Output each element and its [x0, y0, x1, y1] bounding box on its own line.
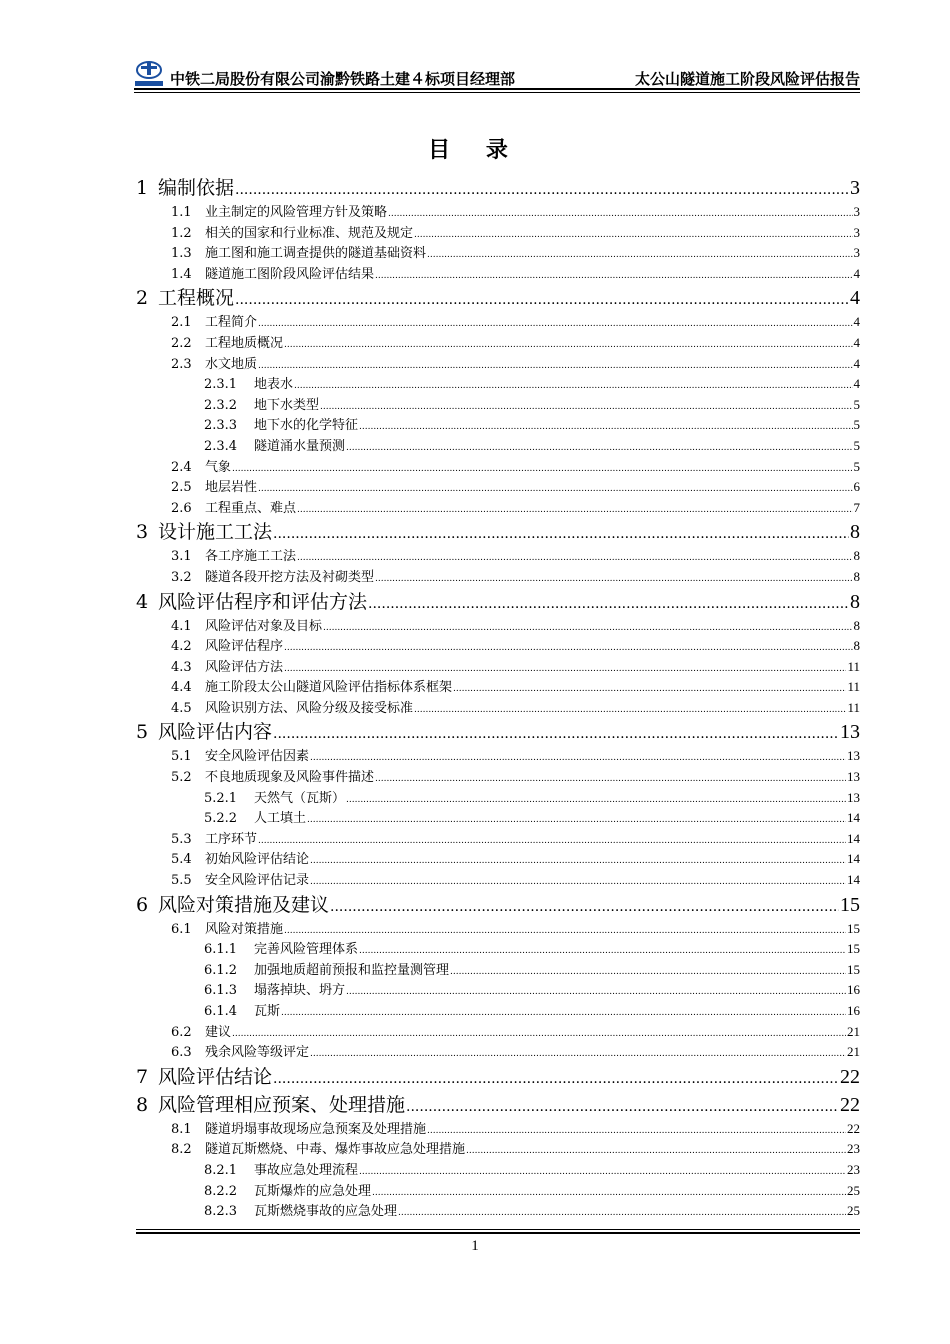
toc-entry[interactable] [171, 1021, 860, 1042]
toc-entry-number: 2.3.2 [204, 397, 238, 413]
toc-entry[interactable] [171, 1041, 860, 1062]
toc-entry-title: 风险评估对象及目标 [205, 618, 323, 634]
toc-entry-number: 5.4 [171, 852, 192, 868]
toc-entry-number: 2.1 [171, 315, 192, 331]
toc-entry[interactable] [171, 635, 860, 656]
toc-entry-number: 3.1 [171, 549, 192, 565]
toc-entry[interactable] [171, 566, 860, 587]
toc-entry[interactable] [204, 414, 860, 435]
page-header [134, 60, 860, 90]
toc-entry-number: 1.3 [171, 246, 192, 262]
toc-entry-number: 5 [136, 721, 149, 744]
toc-entry-page: 11 [847, 658, 860, 674]
toc-entry-page: 5 [853, 458, 860, 474]
toc-entry-title: 风险评估程序和评估方法 [158, 590, 368, 613]
toc-entry-number: 3 [136, 521, 149, 544]
toc-leader-dots [398, 1208, 846, 1218]
toc-entry-page: 16 [847, 982, 860, 998]
toc-entry-number: 4.3 [171, 659, 192, 675]
footer-divider-thin [136, 1229, 860, 1230]
toc-entry-title: 风险对策措施 [205, 921, 284, 937]
toc-entry-page: 16 [847, 1003, 860, 1018]
toc-entry-title: 编制依据 [158, 177, 235, 199]
toc-leader-dots [427, 250, 852, 260]
toc-entry-title: 塌落掉块、坍方 [254, 983, 346, 999]
toc-leader-dots [310, 856, 846, 866]
toc-leader-dots [406, 1099, 839, 1115]
toc-leader-dots [235, 292, 849, 308]
toc-entry-title: 风险评估程序 [205, 639, 284, 655]
toc-entry-title: 水文地质 [205, 356, 258, 372]
toc-entry-number: 5.5 [171, 873, 192, 889]
toc-entry[interactable] [204, 394, 860, 415]
toc-entry-title: 隧道各段开挖方法及衬砌类型 [205, 569, 375, 585]
toc-entry-number: 6 [136, 893, 149, 916]
toc-leader-dots [359, 422, 852, 432]
toc-leader-dots [346, 987, 846, 997]
toc-entry-number: 6.1.1 [204, 942, 238, 958]
page-number: 1 [471, 1238, 479, 1254]
toc-entry-title: 设计施工工法 [158, 521, 273, 544]
toc-leader-dots [284, 926, 846, 936]
toc-entry[interactable] [171, 201, 860, 222]
toc-leader-dots [281, 1008, 846, 1018]
toc-leader-dots [359, 1167, 846, 1177]
toc-entry[interactable] [171, 848, 860, 869]
toc-leader-dots [310, 753, 846, 763]
toc-entry-number: 4 [136, 590, 149, 613]
toc-entry-page: 13 [847, 769, 860, 785]
toc-entry-page: 13 [847, 748, 860, 764]
toc-entry[interactable] [204, 435, 860, 456]
toc-entry-number: 6.3 [171, 1045, 192, 1061]
toc-entry[interactable] [171, 918, 860, 939]
toc-entry-title: 工程概况 [158, 287, 235, 310]
toc-leader-dots [284, 664, 846, 674]
toc-entry-number: 1.1 [171, 205, 192, 220]
toc-entry-number: 2.3.1 [204, 377, 238, 393]
toc-entry-title: 隧道施工图阶段风险评估结果 [205, 266, 375, 282]
toc-entry-title: 天然气（瓦斯） [254, 790, 346, 806]
toc-entry-title: 风险评估方法 [205, 659, 284, 675]
toc-leader-dots [258, 319, 852, 329]
toc-entry[interactable] [136, 587, 860, 615]
toc-leader-dots [466, 1146, 846, 1156]
toc-leader-dots [284, 340, 852, 350]
toc-entry[interactable] [171, 263, 860, 284]
header-report-title: 太公山隧道施工阶段风险评估报告 [634, 70, 860, 88]
toc-leader-dots [372, 1188, 846, 1198]
toc-entry-number: 8.2.2 [204, 1183, 238, 1199]
toc-entry-page: 8 [853, 568, 860, 584]
toc-entry-title: 完善风险管理体系 [254, 942, 359, 958]
toc-entry[interactable] [204, 938, 860, 959]
toc-entry-title: 风险评估结论 [158, 1065, 273, 1088]
toc-entry-page: 22 [840, 1093, 860, 1116]
toc-entry-page: 7 [853, 499, 860, 515]
toc-entry-title: 瓦斯爆炸的应急处理 [254, 1183, 372, 1199]
toc-entry-page: 8 [853, 617, 860, 633]
toc-leader-dots [310, 1049, 846, 1059]
toc-entry-page: 4 [850, 287, 860, 310]
toc-entry-number: 8.2.1 [204, 1162, 238, 1178]
toc-leader-dots [346, 795, 846, 805]
toc-entry[interactable] [204, 1000, 860, 1021]
toc-leader-dots [284, 643, 852, 653]
toc-entry[interactable] [171, 222, 860, 243]
toc-entry-page: 11 [847, 679, 860, 695]
toc-entry-number: 2.3.3 [204, 418, 238, 434]
header-divider [134, 88, 860, 90]
toc-leader-dots [346, 443, 852, 453]
toc-leader-dots [320, 402, 852, 412]
toc-entry[interactable] [171, 1118, 860, 1139]
toc-entry[interactable] [136, 1062, 860, 1090]
toc-entry-number: 2.3.4 [204, 438, 238, 454]
toc-entry-title: 工程地质概况 [205, 335, 284, 351]
toc-entry-title: 隧道坍塌事故现场应急预案及处理措施 [205, 1121, 427, 1137]
toc-entry-title: 施工图和施工调查提供的隧道基础资料 [205, 246, 427, 262]
toc-entry[interactable] [136, 1090, 860, 1118]
toc-leader-dots [427, 1126, 846, 1136]
toc-entry[interactable] [204, 373, 860, 394]
toc-entry[interactable] [136, 173, 860, 201]
toc-entry[interactable] [171, 766, 860, 787]
toc-leader-dots [232, 464, 852, 474]
toc-entry[interactable] [171, 242, 860, 263]
toc-entry-number: 4.4 [171, 680, 192, 696]
toc-entry-number: 6.2 [171, 1024, 192, 1040]
toc-leader-dots [330, 899, 839, 915]
toc-entry-page: 22 [840, 1065, 860, 1088]
toc-entry-page: 22 [847, 1120, 860, 1136]
toc-entry[interactable] [171, 615, 860, 636]
toc-entry-title: 施工阶段太公山隧道风险评估指标体系框架 [205, 680, 453, 696]
toc-entry-number: 6.1 [171, 921, 192, 937]
toc-entry-page: 25 [847, 1203, 860, 1219]
toc-entry-page: 25 [847, 1182, 860, 1198]
toc-entry-number: 1.4 [171, 266, 192, 282]
toc-entry-page: 15 [847, 941, 860, 957]
toc-entry-page: 21 [847, 1044, 860, 1060]
toc-leader-dots [375, 271, 852, 281]
toc-entry-title: 业主制定的风险管理方针及策略 [205, 205, 388, 220]
toc-entry-title: 人工填土 [254, 811, 307, 827]
toc-entry-title: 风险对策措施及建议 [158, 893, 330, 916]
toc-entry-page: 14 [847, 810, 860, 826]
toc-entry-page: 4 [853, 376, 860, 392]
toc-entry-page: 23 [847, 1161, 860, 1177]
toc-entry-title: 瓦斯燃烧事故的应急处理 [254, 1204, 398, 1220]
toc-title: 目 录 [428, 138, 522, 163]
toc-entry-number: 4.5 [171, 700, 192, 716]
toc-entry-title: 地层岩性 [205, 480, 258, 496]
toc-entry-title: 各工序施工工法 [205, 549, 297, 565]
toc-entry-page: 23 [847, 1141, 860, 1157]
toc-entry-title: 地表水 [254, 377, 294, 393]
toc-entry[interactable] [204, 787, 860, 808]
toc-entry-page: 14 [847, 830, 860, 846]
toc-entry-number: 2.3 [171, 356, 192, 372]
toc-entry[interactable] [204, 1200, 860, 1221]
toc-leader-dots [232, 1029, 846, 1039]
toc-entry[interactable] [204, 807, 860, 828]
toc-entry-title: 残余风险等级评定 [205, 1045, 310, 1061]
toc-entry-page: 5 [853, 396, 860, 412]
toc-entry-page: 3 [853, 224, 860, 240]
toc-leader-dots [235, 182, 849, 198]
toc-leader-dots [414, 230, 852, 240]
toc-entry-page: 3 [850, 177, 860, 199]
toc-leader-dots [375, 774, 846, 784]
toc-entry-title: 建议 [205, 1024, 232, 1040]
toc-leader-dots [310, 877, 846, 887]
toc-entry[interactable] [171, 656, 860, 677]
toc-entry-page: 11 [847, 699, 860, 715]
toc-entry-number: 8 [136, 1093, 149, 1116]
toc-entry[interactable] [204, 1180, 860, 1201]
toc-leader-dots [297, 505, 852, 515]
company-logo-icon [134, 60, 164, 88]
toc-entry[interactable] [171, 456, 860, 477]
toc-entry-title: 相关的国家和行业标准、规范及规定 [205, 225, 414, 241]
toc-entry-number: 1 [136, 177, 149, 199]
toc-entry-number: 3.2 [171, 569, 192, 585]
toc-leader-dots [258, 361, 852, 371]
toc-leader-dots [359, 946, 846, 956]
footer-divider [136, 1232, 860, 1234]
toc-entry-page: 21 [847, 1023, 860, 1039]
toc-entry-page: 4 [853, 355, 860, 371]
toc-entry-number: 5.3 [171, 831, 192, 847]
toc-entry-page: 4 [853, 334, 860, 350]
toc-leader-dots [450, 967, 846, 977]
header-divider-thin [134, 92, 860, 93]
toc-entry-title: 气象 [205, 459, 232, 475]
toc-entry-page: 8 [853, 638, 860, 654]
toc-entry[interactable] [171, 828, 860, 849]
toc-entry[interactable] [171, 497, 860, 518]
toc-entry-number: 4.2 [171, 639, 192, 655]
toc-entry-number: 4.1 [171, 618, 192, 634]
toc-entry[interactable] [136, 890, 860, 918]
toc-entry-number: 6.1.4 [204, 1004, 238, 1019]
toc-leader-dots [414, 705, 846, 715]
toc-entry-page: 8 [853, 548, 860, 564]
toc-entry-page: 3 [853, 245, 860, 261]
toc-entry[interactable] [171, 476, 860, 497]
toc-entry-page: 14 [847, 851, 860, 867]
toc-entry-page: 6 [853, 479, 860, 495]
toc-entry-number: 2.4 [171, 459, 192, 475]
toc-entry[interactable] [171, 1138, 860, 1159]
toc-entry-title: 不良地质现象及风险事件描述 [205, 770, 375, 786]
toc-leader-dots [294, 381, 852, 391]
toc-entry[interactable] [136, 517, 860, 545]
toc-entry-page: 4 [853, 314, 860, 330]
toc-entry-number: 8.2.3 [204, 1204, 238, 1220]
toc-entry[interactable] [171, 745, 860, 766]
toc-entry-title: 瓦斯 [254, 1004, 281, 1019]
toc-entry-page: 4 [853, 265, 860, 281]
toc-entry-page: 8 [850, 521, 860, 544]
toc-entry[interactable] [171, 676, 860, 697]
toc-entry-number: 6.1.3 [204, 983, 238, 999]
toc-leader-dots [307, 815, 846, 825]
toc-entry-title: 工程简介 [205, 315, 258, 331]
toc-entry[interactable] [136, 283, 860, 311]
toc-entry[interactable] [204, 959, 860, 980]
toc-entry-page: 13 [847, 789, 860, 805]
toc-leader-dots [388, 209, 852, 219]
toc-leader-dots [323, 623, 852, 633]
toc-entry-title: 风险评估内容 [158, 721, 273, 744]
toc-entry[interactable] [204, 979, 860, 1000]
toc-entry-number: 2 [136, 287, 149, 310]
toc-entry-title: 地下水的化学特征 [254, 418, 359, 434]
toc-entry[interactable] [171, 697, 860, 718]
toc-entry-number: 2.5 [171, 480, 192, 496]
toc-entry[interactable] [204, 1159, 860, 1180]
toc-entry-page: 5 [853, 437, 860, 453]
toc-entry-title: 事故应急处理流程 [254, 1162, 359, 1178]
toc-entry-page: 14 [847, 872, 860, 888]
toc-entry-title: 工程重点、难点 [205, 500, 297, 516]
toc-entry-page: 15 [847, 920, 860, 936]
toc-entry-title: 安全风险评估因素 [205, 749, 310, 765]
toc-leader-dots [258, 836, 846, 846]
toc-entry-number: 1.2 [171, 225, 192, 241]
toc-leader-dots [273, 526, 849, 542]
toc-leader-dots [273, 1071, 839, 1087]
toc-entry-page: 3 [853, 204, 860, 219]
toc-entry-page: 8 [850, 590, 860, 613]
toc-entry-number: 5.1 [171, 749, 192, 765]
toc-entry[interactable] [171, 311, 860, 332]
toc-entry-number: 8.1 [171, 1121, 192, 1137]
toc-entry-page: 15 [840, 893, 860, 916]
toc-entry[interactable] [171, 545, 860, 566]
toc-entry-title: 安全风险评估记录 [205, 873, 310, 889]
toc-entry-title: 初始风险评估结论 [205, 852, 310, 868]
toc-entry-number: 2.6 [171, 500, 192, 516]
toc-entry-title: 风险识别方法、风险分级及接受标准 [205, 700, 414, 716]
header-company-name: 中铁二局股份有限公司渝黔铁路土建４标项目经理部 [170, 70, 516, 88]
toc-entry-title: 加强地质超前预报和监控量测管理 [254, 962, 450, 978]
toc-leader-dots [273, 726, 839, 742]
toc-entry-page: 13 [840, 721, 860, 744]
toc-entry[interactable] [171, 869, 860, 890]
toc-entry-number: 7 [136, 1065, 149, 1088]
toc-entry-title: 工序环节 [205, 831, 258, 847]
toc-entry[interactable] [171, 332, 860, 353]
toc-leader-dots [453, 684, 846, 694]
toc-entry-title: 隧道涌水量预测 [254, 438, 346, 454]
toc-entry-page: 5 [853, 417, 860, 433]
toc-entry-number: 5.2.1 [204, 790, 238, 806]
toc-entry-number: 2.2 [171, 335, 192, 351]
toc-leader-dots [258, 484, 852, 494]
toc-entry-title: 风险管理相应预案、处理措施 [158, 1093, 406, 1116]
toc-entry-title: 隧道瓦斯燃烧、中毒、爆炸事故应急处理措施 [205, 1142, 466, 1158]
toc-entry-number: 6.1.2 [204, 962, 238, 978]
toc-leader-dots [297, 553, 852, 563]
toc-entry-number: 5.2.2 [204, 811, 238, 827]
toc-leader-dots [375, 574, 852, 584]
toc-entry-number: 8.2 [171, 1142, 192, 1158]
toc-leader-dots [368, 596, 849, 612]
toc-entry-number: 5.2 [171, 770, 192, 786]
toc-entry-page: 15 [847, 961, 860, 977]
toc-entry-title: 地下水类型 [254, 397, 320, 413]
toc-entry[interactable] [136, 717, 860, 745]
toc-entry[interactable] [171, 353, 860, 374]
table-of-contents [136, 173, 860, 1221]
